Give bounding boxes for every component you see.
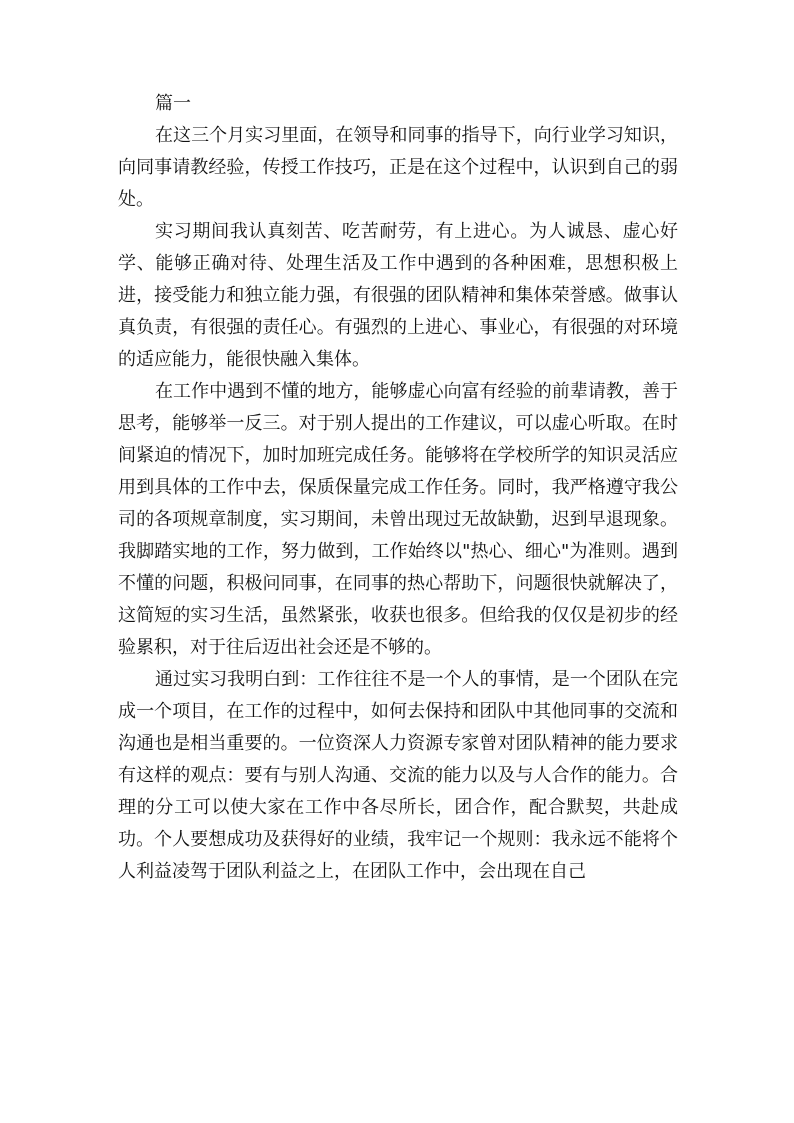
paragraph-1: 在这三个月实习里面，在领导和同事的指导下，向行业学习知识，向同事请教经验，传授工作技巧，正是在这个过程中，认识到自己的弱处。 (118, 125, 678, 210)
paragraph-2: 实习期间我认真刻苦、吃苦耐劳，有上进心。为人诚恳、虚心好学、能够正确对待、处理生活及工作中遇到的各种困难，思想积极上进，接受能力和独立能力强，有很强的团队精神和集体荣誉感。做事认真负责，有很强的责任心。有强烈的上进心、事业心，有很强的对环境的适应能力，能很快融入集体。 (118, 221, 678, 370)
paragraph-3: 在工作中遇到不懂的地方，能够虚心向富有经验的前辈请教，善于思考，能够举一反三。对于别人提出的工作建议，可以虚心听取。在时间紧迫的情况下，加时加班完成任务。能够将在学校所学的知识灵活应用到具体的工作中去，保质保量完成工作任务。同时，我严格遵守我公司的各项规章制度，实习期间，未曾出现过无故缺勤，迟到早退现象。我脚踏实地的工作，努力做到，工作始终以"热心、细心"为准则。遇到不懂的问题，积极问同事，在同事的热心帮助下，问题很快就解决了，这简短的实习生活，虽然紧张，收获也很多。但给我的仅仅是初步的经验累积，对于往后迈出社会还是不够的。 (118, 381, 678, 658)
section-heading: 篇一 (155, 93, 191, 114)
document-page (118, 88, 678, 888)
paragraph-4: 通过实习我明白到：工作往往不是一个人的事情，是一个团队在完成一个项目，在工作的过程中，如何去保持和团队中其他同事的交流和沟通也是相当重要的。一位资深人力资源专家曾对团队精神的能力要求有这样的观点：要有与别人沟通、交流的能力以及与人合作的能力。合理的分工可以使大家在工作中各尽所长，团合作，配合默契，共赴成功。个人要想成功及获得好的业绩，我牢记一个规则：我永远不能将个人利益凌驾于团队利益之上，在团队工作中，会出现在自己 (118, 669, 678, 882)
